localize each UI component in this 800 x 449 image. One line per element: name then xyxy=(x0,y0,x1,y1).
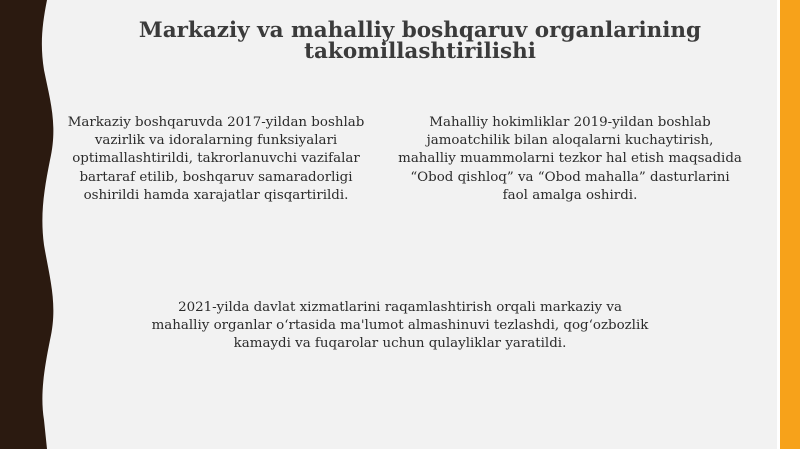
paragraph-local-government: Mahalliy hokimliklar 2019-yildan boshlab jamoatchilik bilan aloqalarni kuchaytirish, mahalliy muammolarni tezkor hal etish maqsadida “Obod qishloq” va “Obod mahalla” dasturlarini faol amalga oshirdi. xyxy=(398,115,742,203)
accent-bar xyxy=(780,0,800,449)
paragraph-central-government: Markaziy boshqaruvda 2017-yildan boshlab vazirlik va idoralarning funksiyalari optimallashtirildi, takrorlanuvchi vazifalar bartaraf etilib, boshqaruv samaradorligi oshirildi hamda xarajatlar qisqartirildi. xyxy=(67,115,365,203)
paragraph-digitalization: 2021-yilda davlat xizmatlarini raqamlashtirish orqali markaziy va mahalliy organlar o‘rtasida ma'lumot almashinuvi tezlashdi, qog‘ozbozlik kamaydi va fuqarolar uchun qulayliklar yaratildi. xyxy=(151,300,649,352)
left-decorative-wave xyxy=(0,0,80,449)
slide-title: Markaziy va mahalliy boshqaruv organlarining takomillashtirilishi xyxy=(138,18,702,64)
